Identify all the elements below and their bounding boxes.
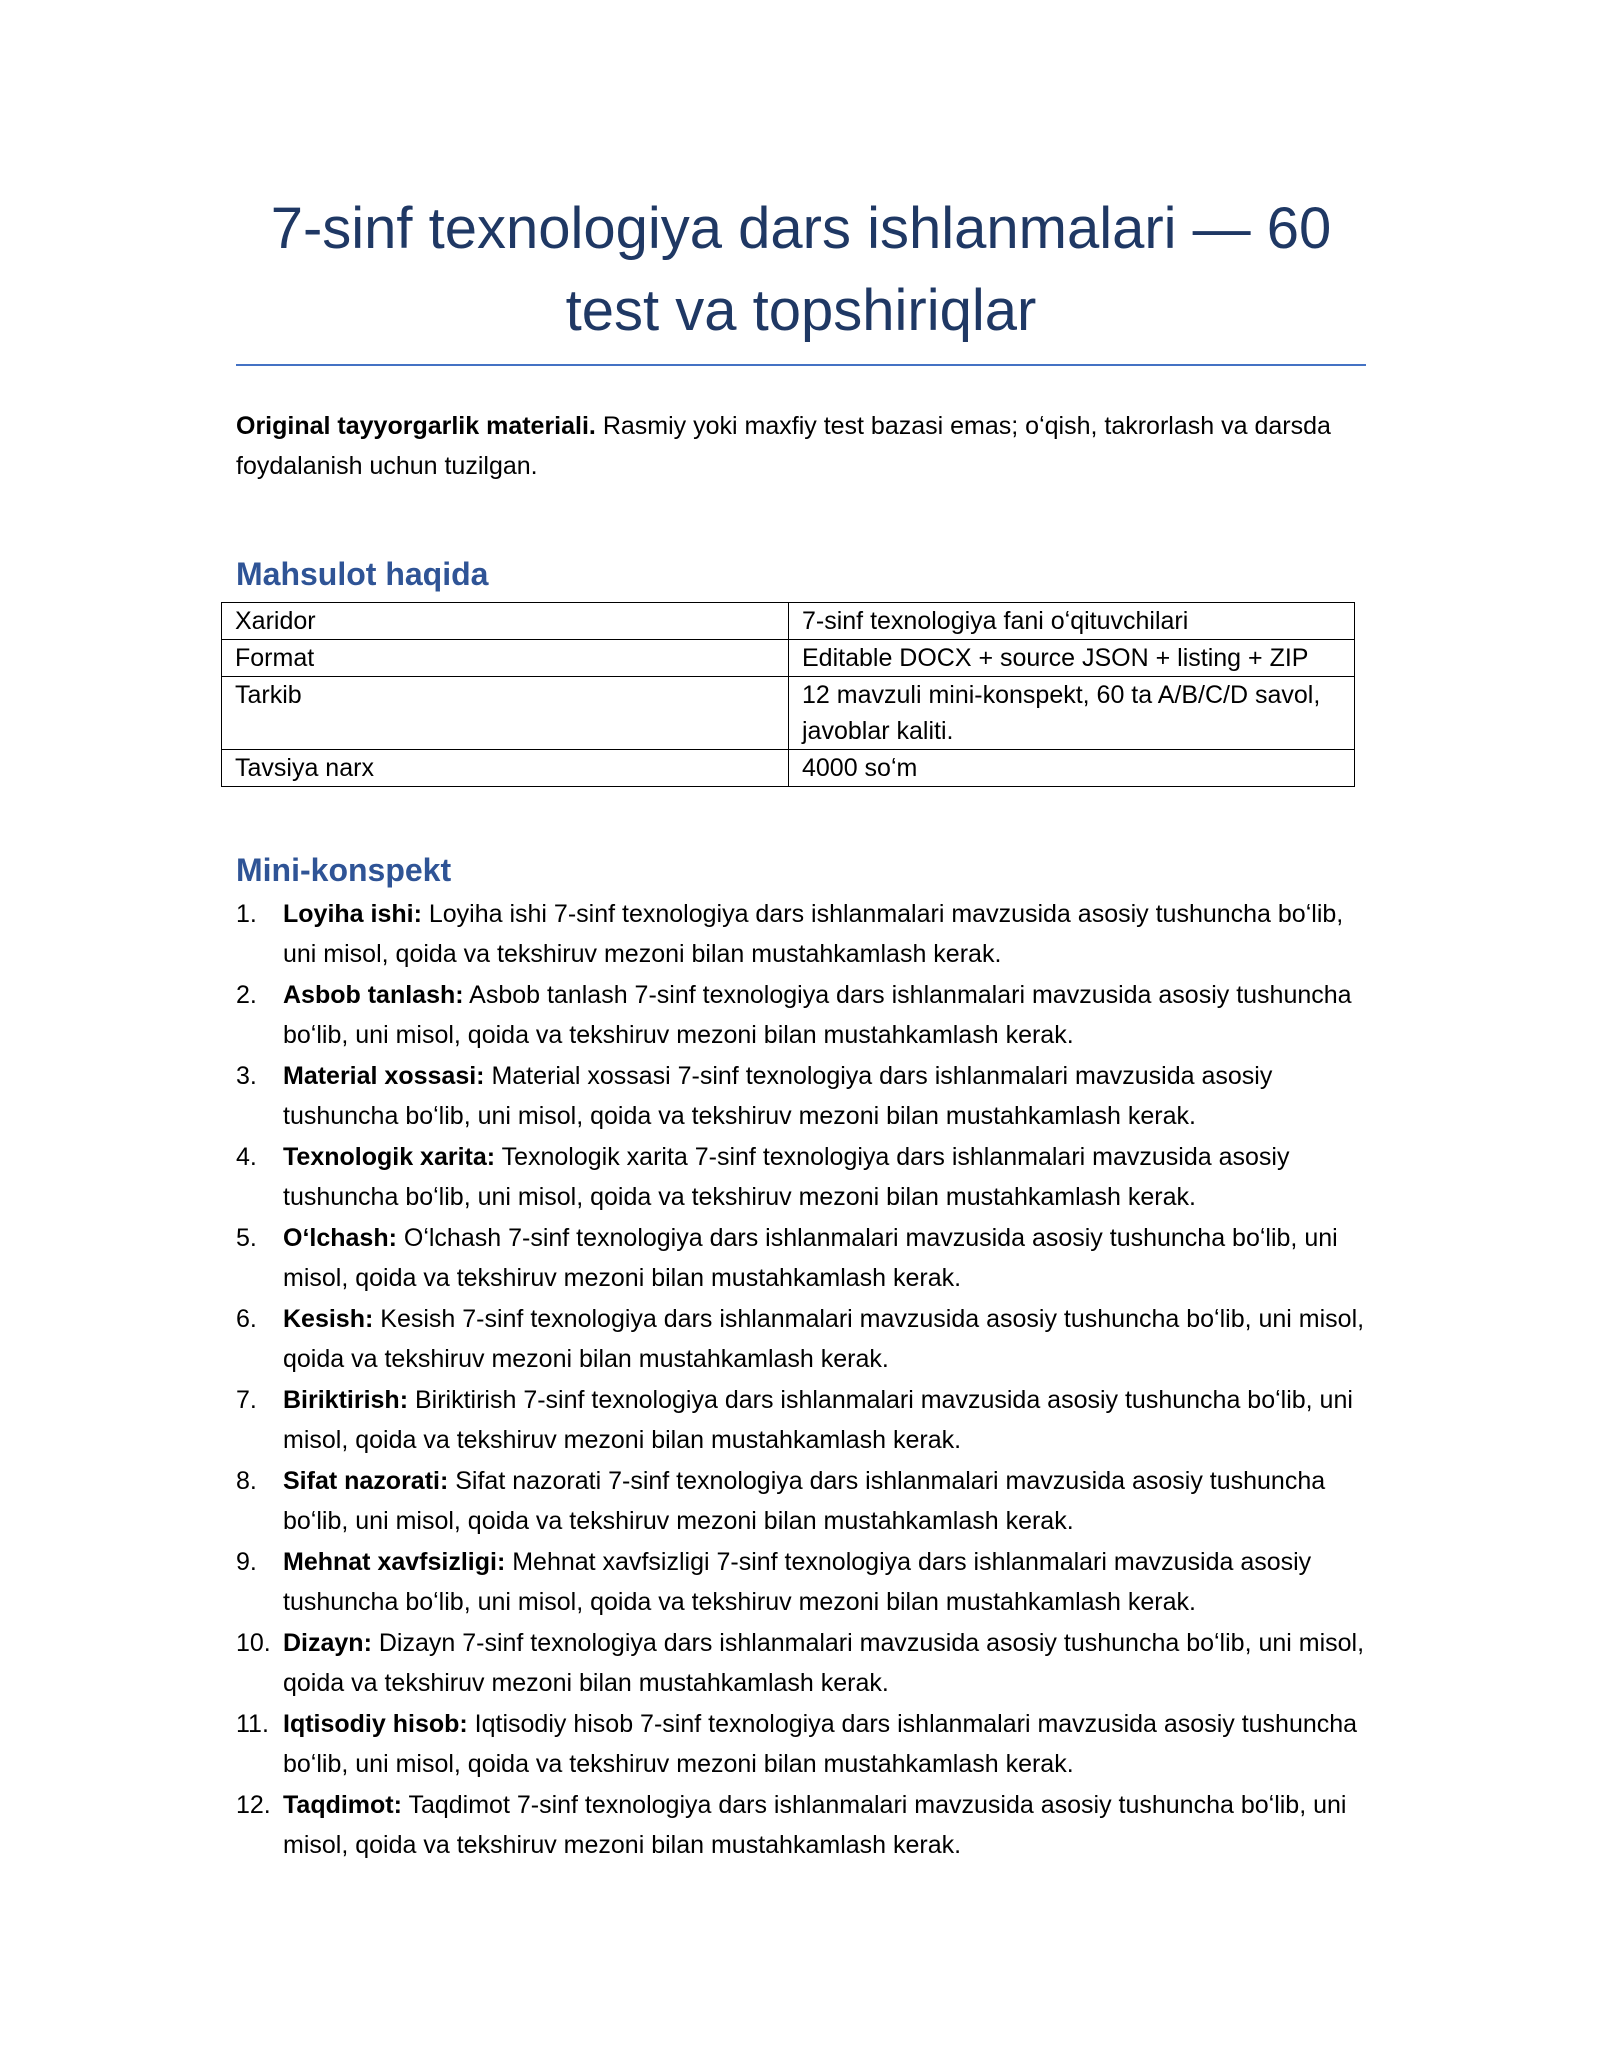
- table-row: [222, 603, 1355, 640]
- list-item-text: Oʻlchash 7-sinf texnologiya dars ishlanmalari mavzusida asosiy tushuncha boʻlib, uni misol, qoida va tekshiruv mezoni bilan mustahkamlash kerak.: [283, 1224, 1338, 1292]
- product-info-table: [221, 602, 1355, 787]
- list-item-term: Kesish:: [283, 1305, 374, 1333]
- list-item-number: 7.: [236, 1386, 257, 1414]
- table-cell-key: Xaridor: [222, 603, 789, 640]
- list-item: [236, 1056, 1366, 1136]
- table-cell-value: 12 mavzuli mini-konspekt, 60 ta A/B/C/D savol, javoblar kaliti.: [789, 677, 1355, 750]
- list-item-number: 1.: [236, 900, 257, 928]
- list-item-number: 8.: [236, 1467, 257, 1495]
- list-item-number: 9.: [236, 1548, 257, 1576]
- list-item-text: Biriktirish 7-sinf texnologiya dars ishlanmalari mavzusida asosiy tushuncha boʻlib, uni misol, qoida va tekshiruv mezoni bilan mustahkamlash kerak.: [283, 1386, 1353, 1454]
- list-item: [236, 1785, 1366, 1865]
- table-row: [222, 640, 1355, 677]
- list-item-number: 4.: [236, 1143, 257, 1171]
- list-item-term: Mehnat xavfsizligi:: [283, 1548, 506, 1576]
- list-item-text: Kesish 7-sinf texnologiya dars ishlanmalari mavzusida asosiy tushuncha boʻlib, uni misol, qoida va tekshiruv mezoni bilan mustahkamlash kerak.: [283, 1305, 1365, 1373]
- list-item-text: Taqdimot 7-sinf texnologiya dars ishlanmalari mavzusida asosiy tushuncha boʻlib, uni misol, qoida va tekshiruv mezoni bilan mustahkamlash kerak.: [283, 1791, 1347, 1859]
- list-item-text: Asbob tanlash 7-sinf texnologiya dars ishlanmalari mavzusida asosiy tushuncha boʻlib, uni misol, qoida va tekshiruv mezoni bilan mustahkamlash kerak.: [283, 981, 1352, 1049]
- list-item-number: 3.: [236, 1062, 257, 1090]
- mini-konspekt-list: [236, 894, 1366, 1866]
- list-item-number: 11.: [236, 1710, 269, 1738]
- list-item: [236, 1137, 1366, 1217]
- list-item-term: Oʻlchash:: [283, 1224, 397, 1252]
- intro-text: Rasmiy yoki maxfiy test bazasi emas; oʻqish, takrorlash va darsda foydalanish uchun tuzilgan.: [236, 412, 1331, 480]
- intro-bold-lead: Original tayyorgarlik materiali.: [236, 412, 596, 440]
- intro-paragraph: [236, 406, 1366, 486]
- list-item: [236, 1623, 1366, 1703]
- list-item-number: 10.: [236, 1629, 271, 1657]
- list-item-text: Sifat nazorati 7-sinf texnologiya dars ishlanmalari mavzusida asosiy tushuncha boʻlib, uni misol, qoida va tekshiruv mezoni bilan mustahkamlash kerak.: [283, 1467, 1326, 1535]
- table-row: [222, 677, 1355, 750]
- list-item-number: 2.: [236, 981, 257, 1009]
- list-item-term: Biriktirish:: [283, 1386, 409, 1414]
- list-item: [236, 894, 1366, 974]
- list-item-term: Asbob tanlash:: [283, 981, 464, 1009]
- list-item: [236, 1380, 1366, 1460]
- list-item-term: Material xossasi:: [283, 1062, 485, 1090]
- page-title: 7-sinf texnologiya dars ishlanmalari — 60 test va topshiriqlar: [270, 196, 1332, 343]
- list-item-text: Material xossasi 7-sinf texnologiya dars ishlanmalari mavzusida asosiy tushuncha boʻlib, uni misol, qoida va tekshiruv mezoni bilan mustahkamlash kerak.: [283, 1062, 1273, 1130]
- list-item-term: Taqdimot:: [283, 1791, 402, 1819]
- list-item: [236, 1704, 1366, 1784]
- table-cell-value: Editable DOCX + source JSON + listing + ZIP: [789, 640, 1355, 677]
- list-item: [236, 1542, 1366, 1622]
- table-row: [222, 750, 1355, 787]
- list-item-term: Texnologik xarita:: [283, 1143, 496, 1171]
- list-item-text: Iqtisodiy hisob 7-sinf texnologiya dars ishlanmalari mavzusida asosiy tushuncha boʻlib, uni misol, qoida va tekshiruv mezoni bilan mustahkamlash kerak.: [283, 1710, 1358, 1778]
- list-item: [236, 975, 1366, 1055]
- list-item-text: Texnologik xarita 7-sinf texnologiya dars ishlanmalari mavzusida asosiy tushuncha boʻlib, uni misol, qoida va tekshiruv mezoni bilan mustahkamlash kerak.: [283, 1143, 1290, 1211]
- list-item-number: 6.: [236, 1305, 257, 1333]
- mini-konspekt-heading: Mini-konspekt: [236, 852, 452, 888]
- table-cell-key: Format: [222, 640, 789, 677]
- table-cell-value: 4000 soʻm: [789, 750, 1355, 787]
- list-item-text: Mehnat xavfsizligi 7-sinf texnologiya dars ishlanmalari mavzusida asosiy tushuncha boʻlib, uni misol, qoida va tekshiruv mezoni bilan mustahkamlash kerak.: [283, 1548, 1312, 1616]
- list-item: [236, 1218, 1366, 1298]
- list-item: [236, 1461, 1366, 1541]
- list-item-term: Loyiha ishi:: [283, 900, 422, 928]
- list-item-number: 12.: [236, 1791, 271, 1819]
- list-item-text: Dizayn 7-sinf texnologiya dars ishlanmalari mavzusida asosiy tushuncha boʻlib, uni misol, qoida va tekshiruv mezoni bilan mustahkamlash kerak.: [283, 1629, 1365, 1697]
- list-item-term: Sifat nazorati:: [283, 1467, 449, 1495]
- list-item: [236, 1299, 1366, 1379]
- product-section-heading: Mahsulot haqida: [236, 556, 489, 592]
- list-item-text: Loyiha ishi 7-sinf texnologiya dars ishlanmalari mavzusida asosiy tushuncha boʻlib, uni misol, qoida va tekshiruv mezoni bilan mustahkamlash kerak.: [283, 900, 1344, 968]
- list-item-term: Dizayn:: [283, 1629, 372, 1657]
- table-cell-key: Tarkib: [222, 677, 789, 750]
- table-cell-value: 7-sinf texnologiya fani oʻqituvchilari: [789, 603, 1355, 640]
- list-item-number: 5.: [236, 1224, 257, 1252]
- table-cell-key: Tavsiya narx: [222, 750, 789, 787]
- list-item-term: Iqtisodiy hisob:: [283, 1710, 468, 1738]
- title-divider: [236, 364, 1366, 366]
